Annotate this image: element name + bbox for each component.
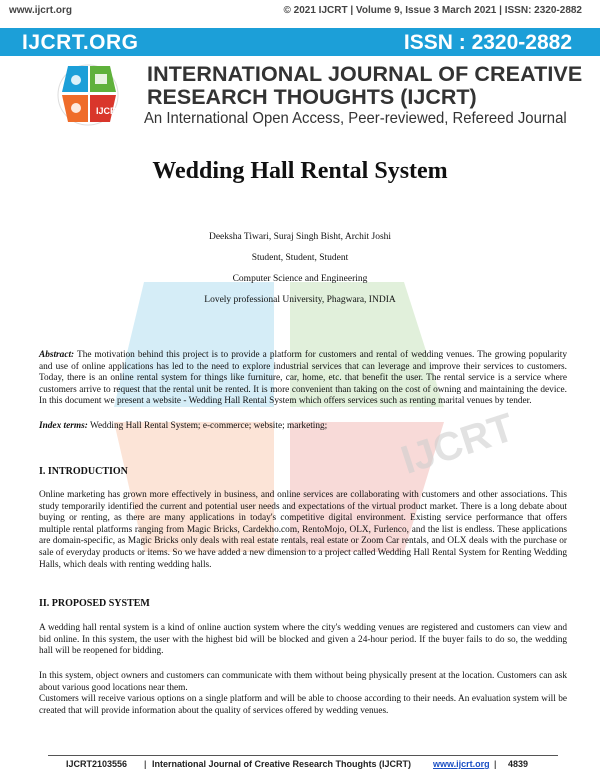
website-url[interactable]: www.ijcrt.org — [9, 5, 72, 16]
banner-site: IJCRT.ORG — [22, 31, 139, 54]
footer-paper-id: IJCRT2103556 — [66, 759, 128, 769]
abstract-label: Abstract: — [39, 350, 75, 360]
introduction-paragraph: Online marketing has grown more effectively in business, and online services are collaborating with customers and other associations. This study temporarily identified the current and potential user needs and expectations of the virtual product market. There is a long debate about buying or renting, as there are many applications in today's competitive digital environment. Existing service performance that offers multiple rental platforms ranging from Magic Bricks, Cardekho.com, RentoMojo, OLX, Furlenco, and the list is endless. These applications are domain-specific, as Magic Bricks only deals with real estate rentals, real estate or Zoom Car rentals, and OLX deals with the purchase or sale of everyday products or items. So we have added a new dimension to a project called Wedding Hall Rental System for Renting Wedding Halls, which deals with renting wedding halls. — [39, 490, 567, 570]
proposed-system-paragraph-1: A wedding hall rental system is a kind of online auction system where the city's wedding venues are registered and customers can view and bid online. In this system, the user with the highest bid will be blocked and given a 24-hour period. If the buyer fails to do so, the wedding hall will be reopened for bidding. — [39, 623, 567, 657]
watermark-text: IJCRT — [395, 405, 520, 483]
abstract — [39, 350, 567, 408]
page-header — [0, 0, 600, 22]
paper-title: Wedding Hall Rental System — [152, 158, 448, 184]
journal-tagline: An International Open Access, Peer-reviewed, Refereed Journal — [144, 110, 567, 127]
index-terms-text: Wedding Hall Rental System; e-commerce; website; marketing; — [89, 421, 328, 431]
proposed-system-paragraph-2: In this system, object owners and customers can communicate with them without being physically present at the location. Customers can ask about various good locations near them. — [39, 671, 567, 693]
abstract-text: The motivation behind this project is to provide a platform for customers and rental of wedding venues. The growing popularity and use of online applications has led to the need to explore industrial services that can leverage and improve their services to customers. Today, there is an online rental system for things like furniture, car, home, etc. that benefit the user. The rental service is a service where customers arrive to request that the rental unit be rented. It is more convenient than taking on the cost of owning and maintaining the device. In this document we present a website - Wedding Hall Rental System which offers services such as renting marital venues by tender. — [39, 350, 567, 407]
footer-separator: | — [494, 759, 497, 769]
footer-link[interactable]: www.ijcrt.org — [433, 759, 490, 769]
index-terms — [39, 421, 567, 433]
footer-separator: | — [144, 759, 147, 769]
university: Lovely professional University, Phagwara, INDIA — [204, 295, 396, 305]
footer-journal: International Journal of Creative Research Thoughts (IJCRT) — [152, 759, 412, 769]
logo-text: IJCRT — [96, 106, 123, 116]
footer-page-number: 4839 — [508, 759, 529, 769]
author-roles: Student, Student, Student — [251, 253, 349, 263]
banner-issn: ISSN : 2320-2882 — [403, 31, 572, 54]
volume-info: © 2021 IJCRT | Volume 9, Issue 3 March 2021 | ISSN: 2320-2882 — [283, 5, 582, 16]
section-heading-proposed-system: II. PROPOSED SYSTEM — [39, 598, 150, 609]
section-heading-introduction: I. INTRODUCTION — [39, 466, 128, 477]
proposed-system-paragraph-3: Customers will receive various options on a single platform and will be able to choose according to their needs. An evaluation system will be created that will provide information about the quality of services offered by wedding venues. — [39, 694, 567, 716]
journal-name-line2: RESEARCH THOUGHTS (IJCRT) — [147, 85, 477, 109]
index-terms-label: Index terms: — [39, 421, 88, 431]
ijcrt-logo-icon — [38, 62, 140, 128]
authors: Deeksha Tiwari, Suraj Singh Bisht, Archit Joshi — [208, 232, 392, 242]
journal-banner — [0, 28, 600, 56]
department: Computer Science and Engineering — [232, 274, 368, 284]
journal-name-line1: INTERNATIONAL JOURNAL OF CREATIVE — [147, 62, 583, 86]
page-footer — [48, 755, 558, 770]
